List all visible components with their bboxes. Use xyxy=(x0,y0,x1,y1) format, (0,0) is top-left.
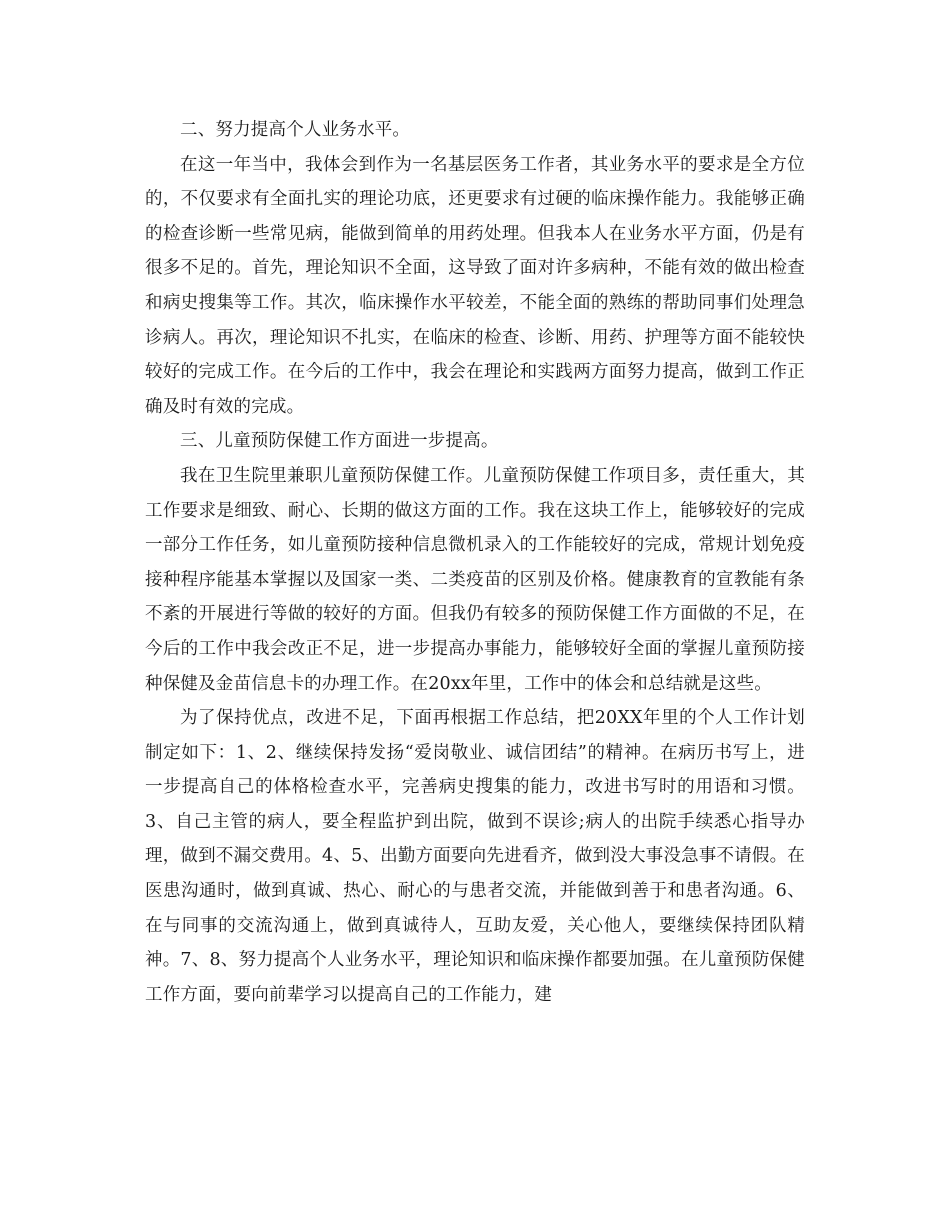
section-heading-3: 三、儿童预防保健工作方面进一步提高。 xyxy=(180,431,499,452)
document-body xyxy=(145,113,805,1012)
section-heading-2: 二、努力提高个人业务水平。 xyxy=(180,120,411,140)
body-paragraph: 在这一年当中，我体会到作为一名基层医务工作者，其业务水平的要求是全方位的，不仅要求有全面扎实的理论功底，还更要求有过硬的临床操作能力。我能够正确的检查诊断一些常见病，能做到简单的用药处理。但我本人在业务水平方面，仍是有很多不足的。首先，理论知识不全面，这导致了面对许多病种，不能有效的做出检查和病史搜集等工作。其次，临床操作水平较差，不能全面的熟练的帮助同事们处理急诊病人。再次，理论知识不扎实，在临床的检查、诊断、用药、护理等方面不能较快较好的完成工作。在今后的工作中，我会在理论和实践两方面努力提高，做到工作正确及时有效的完成。 xyxy=(145,154,805,417)
body-paragraph: 我在卫生院里兼职儿童预防保健工作。儿童预防保健工作项目多，责任重大，其工作要求是细致、耐心、长期的做这方面的工作。我在这块工作上，能够较好的完成一部分工作任务，如儿童预防接种信息微机录入的工作能较好的完成，常规计划免疫接种程序能基本掌握以及国家一类、二类疫苗的区别及价格。健康教育的宣教能有条不紊的开展进行等做的较好的方面。但我仍有较多的预防保健工作方面做的不足，在今后的工作中我会改正不足，进一步提高办事能力，能够较好全面的掌握儿童预防接种保健及金苗信息卡的办理工作。在20xx年里，工作中的体会和总结就是这些。 xyxy=(145,465,805,694)
body-paragraph: 为了保持优点，改进不足，下面再根据工作总结，把20XX年里的个人工作计划制定如下：1、2、继续保持发扬“爱岗敬业、诚信团结”的精神。在病历书写上，进一步提高自己的体格检查水平，完善病史搜集的能力，改进书写时的用语和习惯。3、自己主管的病人，要全程监护到出院，做到不误诊;病人的出院手续悉心指导办理，做到不漏交费用。4、5、出勤方面要向先进看齐，做到没大事没急事不请假。在医患沟通时，做到真诚、热心、耐心的与患者交流，并能做到善于和患者沟通。6、在与同事的交流沟通上，做到真诚待人，互助友爱，关心他人，要继续保持团队精神。7、8、努力提高个人业务水平，理论知识和临床操作都要加强。在儿童预防保健工作方面，要向前辈学习以提高自己的工作能力，建 xyxy=(145,708,805,1005)
